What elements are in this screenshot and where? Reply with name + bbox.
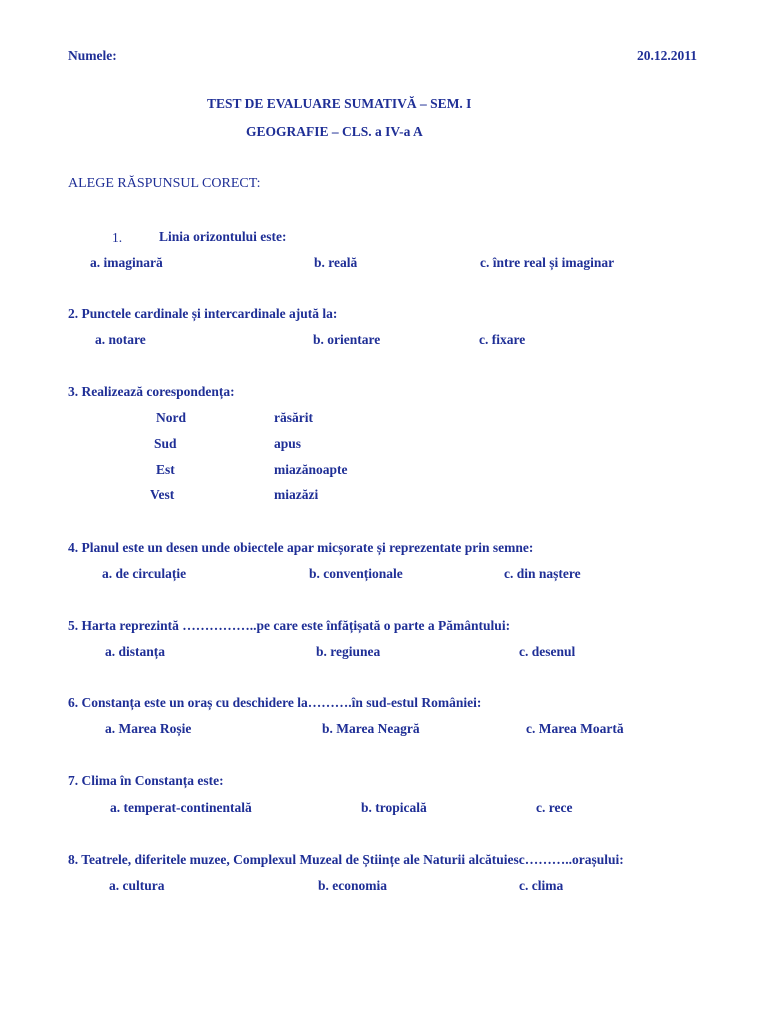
q5-option-c: c. desenul [519,644,576,659]
q4-option-c: c. din naștere [504,566,581,581]
instruction: ALEGE RĂSPUNSUL CORECT: [68,176,261,191]
match-left-1: Nord [156,410,186,425]
q5-option-b: b. regiunea [316,644,381,659]
q2-option-a: a. notare [95,332,146,347]
q1-option-b: b. reală [314,255,358,270]
match-left-2: Sud [154,436,177,451]
question-5-text: 5. Harta reprezintă ……………..pe care este înfățișată o parte a Pământului: [68,618,511,633]
q7-option-c: c. rece [536,800,573,815]
question-2-text: 2. Punctele cardinale și intercardinale ajută la: [68,306,338,321]
question-3-text: 3. Realizează corespondența: [68,384,235,399]
name-label: Numele: [68,48,117,63]
q8-option-c: c. clima [519,878,564,893]
test-subtitle: GEOGRAFIE – CLS. a IV-a A [246,124,423,139]
q4-option-b: b. convenționale [309,566,403,581]
match-right-2: apus [274,436,302,451]
match-right-1: răsărit [274,410,313,425]
q6-option-c: c. Marea Moartă [526,721,624,736]
match-left-4: Vest [150,487,175,502]
test-date: 20.12.2011 [637,48,698,63]
q2-option-c: c. fixare [479,332,526,347]
q7-option-b: b. tropicală [361,800,427,815]
q6-option-b: b. Marea Neagră [322,721,420,736]
q6-option-a: a. Marea Roșie [105,721,192,736]
q8-option-a: a. cultura [109,878,165,893]
q2-option-b: b. orientare [313,332,381,347]
match-right-3: miazănoapte [274,462,348,477]
question-1-number: 1. [112,230,123,245]
question-6-text: 6. Constanța este un oraș cu deschidere la……….în sud-estul României: [68,695,482,710]
q1-option-c: c. între real și imaginar [480,255,615,270]
question-8-text: 8. Teatrele, diferitele muzee, Complexul Muzeal de Științe ale Naturii alcătuiesc………..orașului: [68,852,624,867]
q4-option-a: a. de circulație [102,566,187,581]
q8-option-b: b. economia [318,878,387,893]
match-left-3: Est [156,462,175,477]
question-4-text: 4. Planul este un desen unde obiectele apar micșorate și reprezentate prin semne: [68,540,534,555]
question-1-text: Linia orizontului este: [159,229,287,244]
test-title: TEST DE EVALUARE SUMATIVĂ – SEM. I [207,96,472,111]
q5-option-a: a. distanța [105,644,166,659]
q7-option-a: a. temperat-continentală [110,800,252,815]
match-right-4: miazăzi [274,487,319,502]
question-7-text: 7. Clima în Constanța este: [68,773,224,788]
q1-option-a: a. imaginară [90,255,163,270]
